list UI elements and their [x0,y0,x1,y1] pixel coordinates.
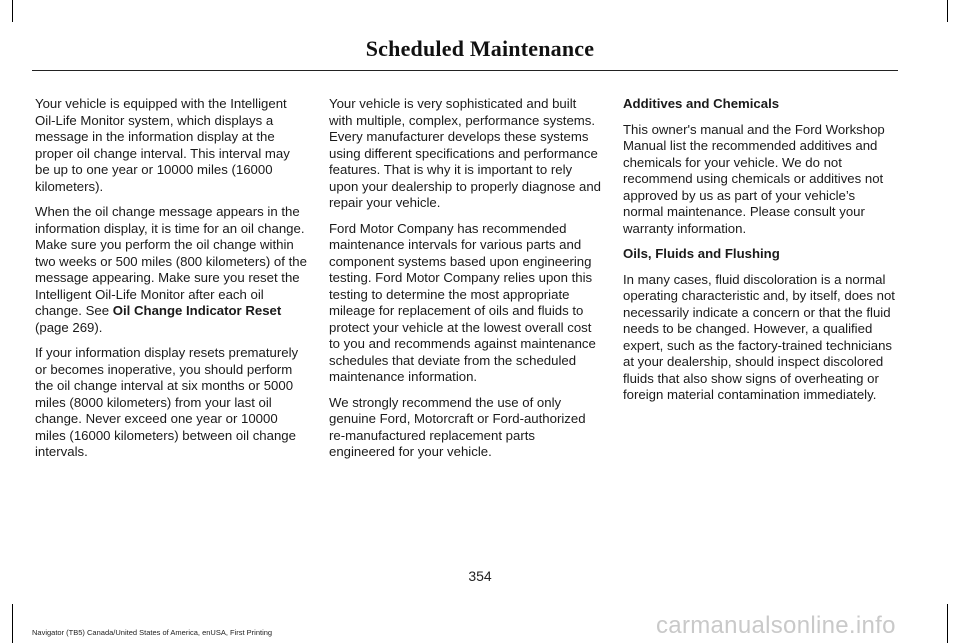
edition-footer: Navigator (TB5) Canada/United States of America, enUSA, First Printing [32,628,273,637]
watermark: carmanualsonline.info [656,612,896,639]
paragraph-text: When the oil change message appears in the information display, it is time for an oil change. Make sure you perform the oil change within two weeks or 500 miles (800 kilometers) of the message appearing. Make sure you reset the Intelligent Oil-Life Monitor after each oil change. See [35,204,307,318]
paragraph: Your vehicle is very sophisticated and built with multiple, complex, performance systems. Every manufacturer develops these systems using different specifications and performance features. That is why it is important to rely upon your dealership to properly diagnose and repair your vehicle. [329,96,601,210]
text-column-3 [623,96,895,413]
paragraph [35,204,307,336]
text-column-1 [35,96,307,470]
section-heading-oils-fluids: Oils, Fluids and Flushing [623,246,780,261]
paragraph: If your information display resets prematurely or becomes inoperative, you should perform the oil change interval at six months or 5000 miles (8000 kilometers) from your last oil change. Never exceed one year or 10000 miles (16000 kilometers) between oil change intervals. [35,345,299,459]
paragraph: Your vehicle is equipped with the Intelligent Oil-Life Monitor system, which displays a message in the information display at the proper oil change interval. This interval may be up to one year or 10000 miles (16000 kilometers). [35,96,290,194]
paragraph: Ford Motor Company has recommended maintenance intervals for various parts and component systems based upon engineering testing. Ford Motor Company relies upon this testing to determine the most appropriate mileage for replacement of oils and fluids to protect your vehicle at the lowest overall cost to you and recommends against maintenance schedules that deviate from the scheduled maintenance information. [329,220,596,384]
title-divider [32,70,898,71]
crop-mark-top-left-vertical [12,0,13,22]
page-number: 354 [468,568,492,584]
paragraph: This owner's manual and the Ford Workshop Manual list the recommended additives and chemicals for your vehicle. We do not recommend using chemicals or additives not approved by us as part of your vehicle’s normal maintenance. Please consult your warranty information. [623,121,885,236]
crop-mark-top-right-vertical [947,0,948,22]
page-title: Scheduled Maintenance [365,36,595,61]
section-heading-additives: Additives and Chemicals [623,96,780,111]
page-reference: (page 269). [35,319,103,335]
text-column-2 [329,96,601,470]
cross-reference-link[interactable]: Oil Change Indicator Reset [112,303,282,318]
paragraph: We strongly recommend the use of only genuine Ford, Motorcraft or Ford-authorized re-manufactured replacement parts engineered for your vehicle. [329,394,586,459]
crop-mark-bottom-left-vertical [12,604,13,643]
crop-mark-bottom-right-vertical [947,604,948,643]
paragraph: In many cases, fluid discoloration is a normal operating characteristic and, by itself, does not necessarily indicate a concern or that the fluid needs to be changed. However, a qualified expert, such as the factory-trained technicians at your dealership, should inspect discolored fluids that also show signs of overheating or foreign material contamination immediately. [623,271,895,402]
